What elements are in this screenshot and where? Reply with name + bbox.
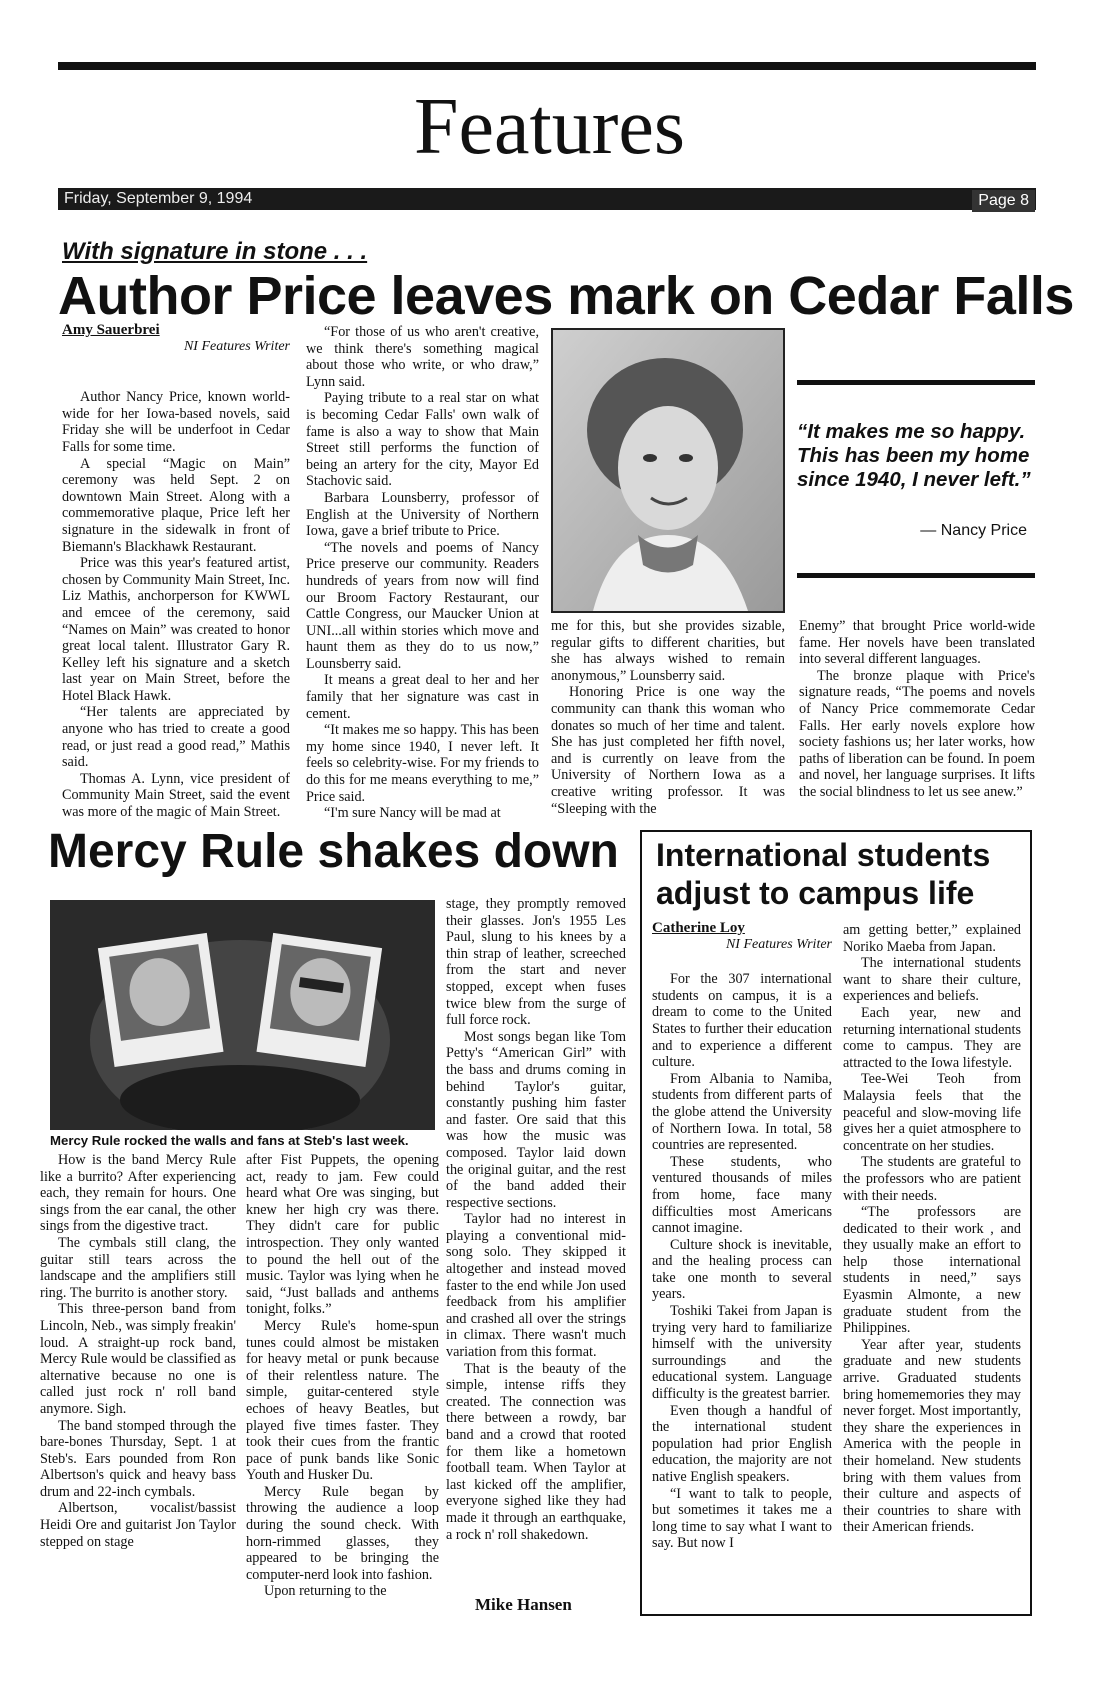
- paragraph: Tee-Wei Teoh from Malaysia feels that the peaceful and slow-moving life gives her a quiet atmosphere to concentrate on her studies.: [843, 1071, 1021, 1154]
- paragraph: after Fist Puppets, the opening act, ready to jam. Few could heard what Ore was singing, but knew her high cry was there. They didn't care for public introspection. They only wanted to pound the hell out of the music. Taylor was lying when he said, “Just ballads and anthems tonight, folks.”: [246, 1152, 439, 1318]
- pullquote-bottom-rule: [797, 573, 1035, 578]
- paragraph: Thomas A. Lynn, vice president of Community Main Street, said the event was more of the magic of Main Street.: [62, 770, 290, 821]
- paragraph: Each year, new and returning international students come to campus. They are attracted to the Iowa lifestyle.: [843, 1004, 1021, 1071]
- paragraph: Culture shock is inevitable, and the healing process can take one month to several years.: [652, 1236, 832, 1303]
- mercy-rule-photo: [50, 900, 435, 1130]
- story1-byline-role: NI Features Writer: [183, 338, 290, 354]
- story3-byline-role: NI Features Writer: [725, 936, 832, 952]
- paragraph: The students are grateful to the professors who are patient with their needs.: [843, 1154, 1021, 1204]
- section-title: Features: [413, 83, 685, 171]
- paragraph: How is the band Mercy Rule like a burrito? After experiencing each, they remain for hours. One sings from the ear canal, the other sings from the digestive tract.: [40, 1152, 236, 1235]
- paragraph: “The novels and poems of Nancy Price preserve our community. Readers hundreds of years from now will find our Broom Factory Restaurant, our Cattle Congress, our Maucker Union at UNI...all within stories which move and haunt them as they do to us now,” Lounsberry said.: [306, 539, 539, 672]
- story1-column-2: [306, 324, 539, 822]
- story2-column-1: [40, 1152, 236, 1550]
- photo-caption: Mercy Rule rocked the walls and fans at Steb's last week.: [50, 1133, 409, 1148]
- story3-column-2: [843, 922, 1021, 1536]
- paragraph: Barbara Lounsberry, professor of English at the University of Northern Iowa, gave a brief tribute to Price.: [306, 489, 539, 540]
- paragraph: That is the beauty of the simple, intense riffs they created. The connection was there between a rowdy, bar band and a crowd that rooted for them like a hometown football team. When Taylor at last kicked off the amplifier, everyone sighed like they had made it through an earthquake, a rock n' roll shakedown.: [446, 1360, 626, 1543]
- story2-column-3: [446, 896, 626, 1543]
- paragraph: “I want to talk to people, but sometimes it takes me a long time to say what I want to say. But now I: [652, 1485, 832, 1552]
- paragraph: Taylor had no interest in playing a conventional mid-song solo. They skipped it altogether and instead moved faster to the end while Jon used feedback from his amplifier and crashed all over the strings in climax. There wasn't much variation from this format.: [446, 1211, 626, 1361]
- story3-byline: Catherine Loy: [652, 920, 745, 936]
- paragraph: This three-person band from Lincoln, Neb., was simply freakin' loud. A straight-up rock band, Mercy Rule would be classified as alternative because no one is called just rock n' roll band anymore. Sigh.: [40, 1301, 237, 1417]
- band-photo-illustration: [50, 900, 435, 1130]
- paragraph: Year after year, students graduate and new students arrive. Graduated students bring homememories they may never forget. Most importantly, they share the experiences in America with the people in their homeland. New students bring with them values from their culture and aspects of their countries to share with their American friends.: [843, 1336, 1021, 1536]
- paragraph: A special “Magic on Main” ceremony was held Sept. 2 on downtown Main Street. Along with a commemorative plaque, Price left her signature in the sidewalk in front of Biemann's Blackhawk Restaurant.: [62, 455, 290, 555]
- paragraph: The bronze plaque with Price's signature reads, “The poems and novels of Nancy Price commemorate Cedar Falls. Her early novels explore how society fashions us; her later works, how paths of liberation can be found. In poem and novel, her language surprises. It lifts the social blindness to let us see anew.”: [799, 667, 1035, 800]
- paragraph: “Her talents are appreciated by anyone who has tried to create a good read, or just read a good read,” Mathis said.: [62, 704, 290, 771]
- story2-headline: Mercy Rule shakes down: [48, 825, 619, 878]
- paragraph: Price was this year's featured artist, chosen by Community Main Street, Inc. Liz Mathis, anchorperson for KWWL and emcee of the ceremony, said “Names on Main” was created to honor great local talent. Illustrator Gary R. Kelley left his signature and a sketch last year on Main Street, before the Hotel Black Hawk.: [62, 555, 290, 704]
- paragraph: “For those of us who aren't creative, we think there's something magical about those who write, or who draw,” Lynn said.: [306, 324, 539, 390]
- story1-kicker: With signature in stone . . .: [62, 238, 368, 265]
- paragraph: “I'm sure Nancy will be mad at: [324, 805, 501, 822]
- paragraph: Author Nancy Price, known world-wide for her Iowa-based novels, said Friday she will be underfoot in Cedar Falls for some time.: [62, 389, 290, 455]
- story3-column-1: [652, 920, 832, 1552]
- story2-column-2: [246, 1152, 439, 1600]
- paragraph: “It makes me so happy. This has been my home since 1940, I never left. It feels so celebrity-wise. For my friends to do this for me means everything to me,” Price said.: [306, 722, 539, 805]
- paragraph: “The professors are dedicated to their work , and they usually make an effort to help those international students in need,” says Eyasmin Almonte, a new graduate student from the Philippines.: [843, 1204, 1021, 1337]
- paragraph: stage, they promptly removed their glasses. Jon's 1955 Les Paul, slung to his knees by a thin strap of leather, screeched from the start and never stopped, except when fuses twice blew from the surge of full force rock.: [446, 896, 626, 1029]
- pull-quote-attribution: — Nancy Price: [920, 522, 1027, 539]
- photo-credit: Mike Hansen: [475, 1595, 572, 1614]
- paragraph: me for this, but she provides sizable, regular gifts to different charities, but she has always wished to remain anonymous,” Lounsberry said.: [551, 618, 785, 684]
- paragraph: From Albania to Namiba, students from different parts of the globe attend the University of Northern Iowa. In total, 58 countries are represented.: [652, 1070, 832, 1154]
- issue-date: Friday, September 9, 1994: [64, 190, 253, 207]
- paragraph: It means a great deal to her and her family that her signature was cast in cement.: [306, 672, 539, 722]
- story1-column-4: [799, 618, 1035, 801]
- paragraph: Most songs began like Tom Petty's “American Girl” with the bass and drums coming in behind Taylor's guitar, constantly pushing him faster and faster. Ore said that this was how the music was composed. Taylor laid down the original guitar, and the rest of the band added their respective sections.: [446, 1028, 626, 1211]
- portrait-illustration: [553, 330, 783, 611]
- paragraph: Mercy Rule began by throwing the audience a loop during the sound check. With horn-rimmed glasses, they appeared to be bringing the computer-nerd look into fashion.: [246, 1483, 439, 1583]
- paragraph: Albertson, vocalist/bassist Heidi Ore and guitarist Jon Taylor stepped on stage: [40, 1500, 236, 1550]
- pullquote-top-rule: [797, 380, 1035, 385]
- paragraph: Mercy Rule's home-spun tunes could almost be mistaken for heavy metal or punk because of their relentless nature. The simple, guitar-centered style echoes of heavy Beatles, but played five times faster. They took their cues from the frantic pace of punk bands like Sonic Youth and Husker Du.: [246, 1317, 439, 1484]
- paragraph: Toshiki Takei from Japan is trying very hard to familiarize himself with the university surroundings and the educational system. Language difficulty is the greatest barrier.: [652, 1303, 832, 1403]
- story1-column-1: [62, 322, 290, 821]
- paragraph: Paying tribute to a real star on what is becoming Cedar Falls' own walk of fame is also a way to show that Main Street still performs the function of being an artery for the city, Mayor Ed Stachovic said.: [306, 390, 539, 490]
- nancy-price-photo: [551, 328, 785, 613]
- paragraph: Even though a handful of the international student population had prior English education, the majority are not native English speakers.: [652, 1402, 832, 1485]
- story1-byline: Amy Sauerbrei: [62, 322, 160, 338]
- story1-headline: Author Price leaves mark on Cedar Falls: [58, 266, 1074, 326]
- paragraph: Enemy” that brought Price world-wide fame. Her novels have been translated into several different languages.: [799, 618, 1035, 668]
- paragraph: Upon returning to the: [264, 1583, 387, 1600]
- story1-column-3: [551, 618, 785, 817]
- paragraph: The band stomped through the bare-bones Thursday, Sept. 1 at Steb's. Ears pounded from Ron Albertson's quick and heavy bass drum and 22-inch cymbals.: [40, 1417, 236, 1500]
- top-rule: [58, 62, 1036, 70]
- paragraph: am getting better,” explained Noriko Maeba from Japan.: [843, 922, 1021, 955]
- paragraph: Honoring Price is one way the community can thank this woman who donates so much of her time and talent. She has just completed her fifth novel, and is currently on leave from the University of Northern Iowa as a creative writing professor. It was “Sleeping with the: [551, 684, 785, 817]
- paragraph: The international students want to share their culture, experiences and beliefs.: [843, 955, 1021, 1005]
- paragraph: For the 307 international students on campus, it is a dream to come to the United States to further their education and to experience a different culture.: [652, 971, 832, 1071]
- page-number: Page 8: [972, 190, 1035, 212]
- pull-quote: “It makes me so happy. This has been my home since 1940, I never left.”: [797, 420, 1031, 491]
- paragraph: The cymbals still clang, the guitar still tears across the landscape and the amplifiers still ring. The burrito is another story.: [40, 1234, 236, 1301]
- paragraph: These students, who ventured thousands of miles from home, face many difficulties most Americans cannot imagine.: [652, 1153, 832, 1237]
- story3-headline: International students adjust to campus life: [656, 837, 991, 911]
